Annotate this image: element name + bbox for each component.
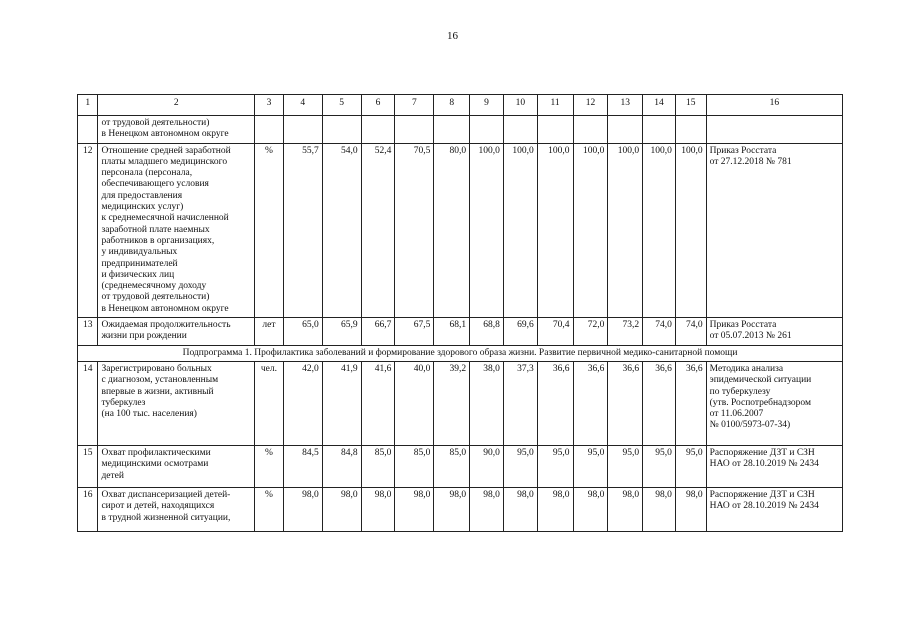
unit-cell: %: [255, 487, 284, 531]
value-cell: 70,5: [395, 143, 434, 317]
value-cell: 67,5: [395, 318, 434, 346]
value-cell: 80,0: [434, 143, 470, 317]
value-cell: 65,9: [322, 318, 361, 346]
value-cell: 98,0: [470, 487, 504, 531]
column-header: 14: [643, 95, 676, 116]
value-cell: 52,4: [361, 143, 395, 317]
value-cell: 100,0: [503, 143, 537, 317]
value-cell: 69,6: [503, 318, 537, 346]
table-row: [78, 143, 843, 317]
empty-cell: [537, 116, 573, 144]
value-cell: 85,0: [361, 445, 395, 487]
value-cell: 98,0: [537, 487, 573, 531]
empty-cell: [78, 116, 98, 144]
column-header: 11: [537, 95, 573, 116]
column-header: 15: [675, 95, 706, 116]
value-cell: 98,0: [361, 487, 395, 531]
empty-cell: [255, 116, 284, 144]
value-cell: 98,0: [643, 487, 676, 531]
row-number-cell: 14: [78, 361, 98, 445]
value-cell: 95,0: [537, 445, 573, 487]
value-cell: 84,5: [283, 445, 322, 487]
value-cell: 100,0: [643, 143, 676, 317]
value-cell: 98,0: [675, 487, 706, 531]
subprogram-row: [78, 345, 843, 361]
column-header: 6: [361, 95, 395, 116]
column-header: 1: [78, 95, 98, 116]
value-cell: 98,0: [283, 487, 322, 531]
value-cell: 95,0: [643, 445, 676, 487]
value-cell: 98,0: [434, 487, 470, 531]
column-header: 7: [395, 95, 434, 116]
source-cell: Распоряжение ДЗТ и СЗН НАО от 28.10.2019 № 2434: [706, 487, 842, 531]
empty-cell: [470, 116, 504, 144]
value-cell: 36,6: [608, 361, 643, 445]
value-cell: 41,9: [322, 361, 361, 445]
unit-cell: лет: [255, 318, 284, 346]
source-cell: Приказ Росстата от 27.12.2018 № 781: [706, 143, 842, 317]
empty-cell: [643, 116, 676, 144]
value-cell: 68,1: [434, 318, 470, 346]
value-cell: 41,6: [361, 361, 395, 445]
value-cell: 90,0: [470, 445, 504, 487]
value-cell: 36,6: [573, 361, 608, 445]
value-cell: 95,0: [573, 445, 608, 487]
value-cell: 40,0: [395, 361, 434, 445]
value-cell: 38,0: [470, 361, 504, 445]
value-cell: 98,0: [573, 487, 608, 531]
table-row: [78, 445, 843, 487]
column-header: 16: [706, 95, 842, 116]
value-cell: 55,7: [283, 143, 322, 317]
value-cell: 100,0: [675, 143, 706, 317]
value-cell: 98,0: [322, 487, 361, 531]
value-cell: 36,6: [643, 361, 676, 445]
value-cell: 74,0: [675, 318, 706, 346]
indicator-name-cell: Охват диспансеризацией детей- сирот и детей, находящихся в трудной жизненной ситуации,: [98, 487, 255, 531]
column-header: 2: [98, 95, 255, 116]
table-row: [78, 361, 843, 445]
value-cell: 98,0: [503, 487, 537, 531]
value-cell: 36,6: [675, 361, 706, 445]
row-number-cell: 13: [78, 318, 98, 346]
value-cell: 66,7: [361, 318, 395, 346]
value-cell: 84,8: [322, 445, 361, 487]
empty-cell: [573, 116, 608, 144]
empty-cell: [395, 116, 434, 144]
value-cell: 74,0: [643, 318, 676, 346]
indicator-name-cell: Зарегистрировано больных с диагнозом, установленным впервые в жизни, активный туберкулез (на 100 тыс. населения): [98, 361, 255, 445]
unit-cell: %: [255, 445, 284, 487]
empty-cell: [361, 116, 395, 144]
unit-cell: %: [255, 143, 284, 317]
row-number-cell: 12: [78, 143, 98, 317]
indicator-name-cell: Отношение средней заработной платы младшего медицинского персонала (персонала, обеспечивающего условия для предоставления медицинских услуг) к среднемесячной начисленной заработной плате наемных работников в организациях, у индивидуальных предпринимателей и физических лиц (среднемесячному доходу от трудовой деятельности) в Ненецком автономном округе: [98, 143, 255, 317]
empty-cell: [322, 116, 361, 144]
table-body: [78, 95, 843, 532]
column-header: 8: [434, 95, 470, 116]
value-cell: 95,0: [608, 445, 643, 487]
table-row: [78, 487, 843, 531]
empty-cell: [283, 116, 322, 144]
source-cell: Приказ Росстата от 05.07.2013 № 261: [706, 318, 842, 346]
column-header: 13: [608, 95, 643, 116]
header-row: [78, 95, 843, 116]
indicator-name-cell: от трудовой деятельности) в Ненецком автономном округе: [98, 116, 255, 144]
indicator-name-cell: Охват профилактическими медицинскими осмотрами детей: [98, 445, 255, 487]
value-cell: 95,0: [675, 445, 706, 487]
unit-cell: чел.: [255, 361, 284, 445]
value-cell: 70,4: [537, 318, 573, 346]
value-cell: 100,0: [537, 143, 573, 317]
value-cell: 42,0: [283, 361, 322, 445]
empty-cell: [608, 116, 643, 144]
value-cell: 85,0: [395, 445, 434, 487]
continuation-row: [78, 116, 843, 144]
indicators-table: [77, 94, 843, 532]
column-header: 4: [283, 95, 322, 116]
value-cell: 100,0: [573, 143, 608, 317]
value-cell: 98,0: [395, 487, 434, 531]
value-cell: 68,8: [470, 318, 504, 346]
value-cell: 65,0: [283, 318, 322, 346]
empty-cell: [434, 116, 470, 144]
value-cell: 36,6: [537, 361, 573, 445]
row-number-cell: 15: [78, 445, 98, 487]
value-cell: 98,0: [608, 487, 643, 531]
source-cell: Распоряжение ДЗТ и СЗН НАО от 28.10.2019 № 2434: [706, 445, 842, 487]
page-number: 16: [447, 30, 458, 42]
column-header: 9: [470, 95, 504, 116]
empty-cell: [675, 116, 706, 144]
column-header: 5: [322, 95, 361, 116]
indicator-name-cell: Ожидаемая продолжительность жизни при рождении: [98, 318, 255, 346]
table-row: [78, 318, 843, 346]
value-cell: 39,2: [434, 361, 470, 445]
value-cell: 37,3: [503, 361, 537, 445]
column-header: 10: [503, 95, 537, 116]
source-cell: Методика анализа эпидемической ситуации по туберкулезу (утв. Роспотребнадзором от 11.06.2007 № 0100/5973-07-34): [706, 361, 842, 445]
value-cell: 73,2: [608, 318, 643, 346]
value-cell: 100,0: [608, 143, 643, 317]
value-cell: 85,0: [434, 445, 470, 487]
column-header: 12: [573, 95, 608, 116]
value-cell: 54,0: [322, 143, 361, 317]
value-cell: 95,0: [503, 445, 537, 487]
row-number-cell: 16: [78, 487, 98, 531]
value-cell: 72,0: [573, 318, 608, 346]
subprogram-title: Подпрограмма 1. Профилактика заболеваний и формирование здорового образа жизни. Развитие первичной медико-санитарной помощи: [78, 345, 843, 361]
empty-cell: [706, 116, 842, 144]
empty-cell: [503, 116, 537, 144]
value-cell: 100,0: [470, 143, 504, 317]
column-header: 3: [255, 95, 284, 116]
